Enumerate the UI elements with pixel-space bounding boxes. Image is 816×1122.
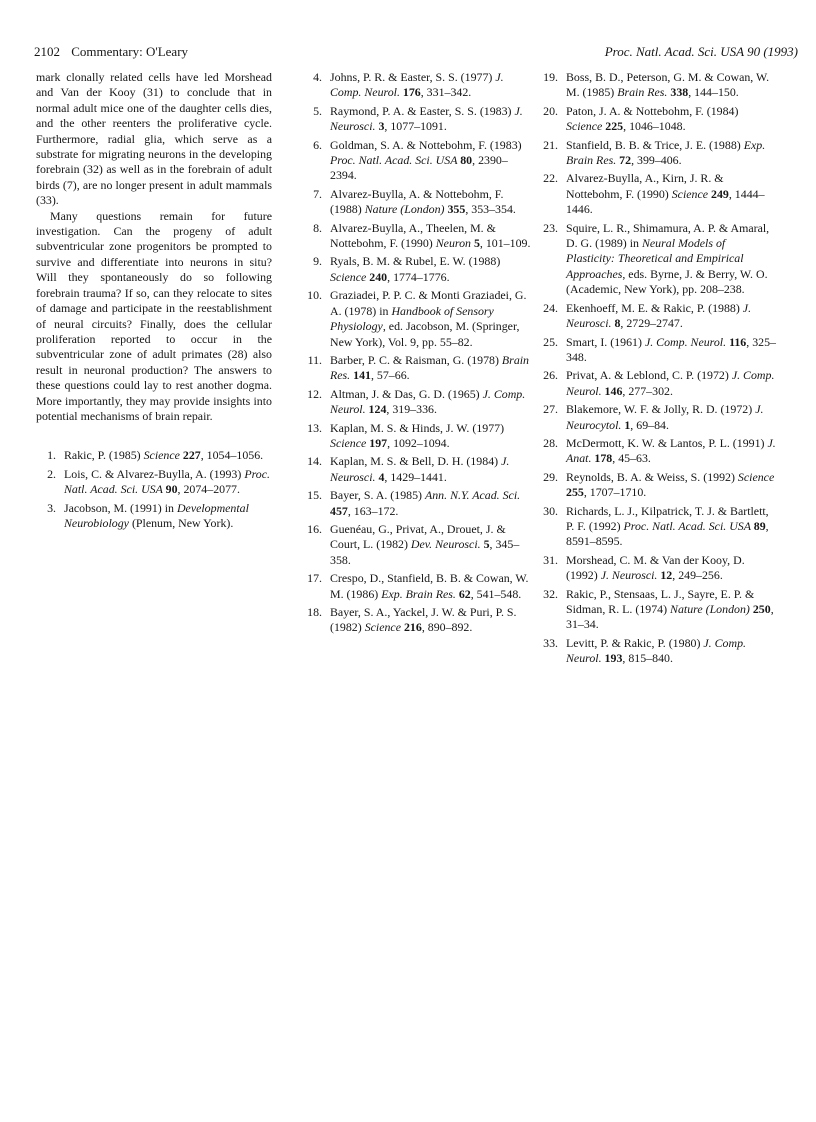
reference-pages: , 1444–1446. — [566, 186, 765, 217]
reference-pages: , 1054–1056. — [200, 448, 264, 463]
reference-journal: Science — [330, 435, 370, 450]
reference-pages: , 144–150. — [688, 85, 739, 100]
reference-journal: Proc. Natl. Acad. Sci. USA — [623, 518, 754, 533]
reference-volume: 72 — [619, 153, 632, 168]
reference-number: 14. — [307, 454, 322, 469]
reference-journal: Ann. N.Y. Acad. Sci. — [424, 488, 521, 503]
reference-journal: Science — [143, 448, 183, 463]
reference-authors: Rakic, P. (1985) — [64, 448, 144, 463]
reference-number: 2. — [47, 466, 56, 481]
reference-volume: 197 — [369, 435, 388, 450]
reference-authors: Stanfield, B. B. & Trice, J. E. (1988) — [566, 137, 744, 152]
reference-journal: Science — [737, 469, 775, 484]
reference-volume: 116 — [729, 334, 747, 349]
reference-journal: Proc. Natl. Acad. Sci. USA — [330, 153, 461, 168]
reference-pages: , 353–354. — [465, 202, 516, 217]
reference-item — [302, 421, 534, 452]
reference-authors: Raymond, P. A. & Easter, S. S. (1983) — [330, 103, 515, 118]
reference-item — [538, 171, 776, 217]
column-2 — [302, 70, 534, 639]
reference-number: 29. — [543, 469, 558, 484]
reference-authors: Goldman, S. A. & Nottebohm, F. (1983) — [330, 137, 522, 152]
reference-item — [302, 387, 534, 418]
reference-journal: J. Anat. — [566, 435, 776, 466]
reference-authors: Privat, A. & Leblond, C. P. (1972) — [566, 368, 732, 383]
reference-journal: J. Comp. Neurol. — [566, 635, 747, 666]
reference-pages: , 31–34. — [566, 602, 774, 632]
reference-authors: Alvarez-Buylla, A., Theelen, M. & Nottebohm, F. (1990) — [330, 220, 496, 251]
reference-journal: J. Comp. Neurol. — [644, 334, 730, 349]
reference-pages: , 1046–1048. — [623, 119, 686, 134]
reference-number: 25. — [543, 334, 558, 349]
reference-pages: , 277–302. — [622, 383, 673, 398]
reference-journal: Neural Models of Plasticity: Theoretical and Empirical Approaches — [566, 236, 744, 281]
reference-journal: Nature (London) — [670, 602, 753, 616]
reference-item — [302, 488, 534, 519]
reference-number: 24. — [543, 300, 558, 315]
reference-journal: J. Neurosci. — [330, 103, 523, 134]
reference-volume: 250 — [752, 602, 771, 616]
reference-journal: J. Comp. Neurol. — [330, 70, 504, 100]
reference-pages: , 57–66. — [370, 368, 410, 383]
reference-authors: Smart, I. (1961) — [566, 334, 645, 349]
reference-number: 21. — [543, 137, 558, 152]
reference-number: 27. — [543, 402, 558, 417]
reference-pages: , 1707–1710. — [583, 485, 647, 500]
reference-authors: Kaplan, M. S. & Hinds, J. W. (1977) — [330, 420, 505, 435]
reference-pages: , 2074–2077. — [177, 482, 240, 497]
header-left — [34, 44, 188, 60]
reference-item — [302, 70, 534, 101]
reference-list — [36, 448, 272, 531]
reference-number: 22. — [543, 171, 558, 186]
reference-item — [302, 138, 534, 184]
reference-number: 31. — [543, 552, 558, 567]
reference-pages: , 1077–1091. — [384, 119, 447, 134]
reference-item — [302, 605, 534, 636]
reference-pages: , 163–172. — [347, 503, 399, 518]
reference-journal: Handbook of Sensory Physiology — [330, 303, 494, 334]
reference-volume: 225 — [605, 119, 624, 134]
reference-item — [538, 636, 776, 667]
reference-authors: Johns, P. R. & Easter, S. S. (1977) — [330, 70, 496, 84]
reference-pages: , 45–63. — [612, 451, 651, 466]
reference-journal: Exp. Brain Res. — [566, 137, 766, 168]
body-paragraph: mark clonally related cells have led Morshead and Van der Kooy (31) to conclude that in normal adult mice one of the daughter cells dies, and the other reenters the proliferative cycle. Furthermore, radial glia, which serve as a substrate for migrating neurons in the developing forebrain (32) as well as in the forebrain of adult birds (7), are no longer present in adult mammals (33). — [36, 70, 272, 208]
reference-journal: Brain Res. — [617, 85, 671, 100]
reference-authors: Morshead, C. M. & Van der Kooy, D. (1992) — [566, 552, 745, 583]
reference-authors: Graziadei, P. P. C. & Monti Graziadei, G. A. (1978) in — [330, 288, 527, 318]
reference-volume: 216 — [403, 620, 422, 635]
reference-volume: 5 — [483, 537, 490, 552]
reference-item — [538, 402, 776, 433]
reference-number: 28. — [543, 435, 558, 450]
reference-volume: 176 — [402, 85, 421, 100]
reference-journal: J. Comp. Neurol. — [566, 368, 775, 398]
reference-number: 7. — [313, 186, 322, 201]
reference-volume: 4 — [378, 469, 385, 484]
reference-authors: McDermott, K. W. & Lantos, P. L. (1991) — [566, 435, 768, 450]
reference-number: 15. — [307, 488, 322, 503]
reference-number: 5. — [313, 103, 322, 118]
reference-pages: , 1092–1094. — [387, 435, 450, 450]
reference-journal: Dev. Neurosci. — [410, 537, 484, 552]
reference-item — [538, 138, 776, 169]
reference-journal: Science — [671, 186, 712, 201]
reference-authors: Squire, L. R., Shimamura, A. P. & Amaral, D. G. (1989) in — [566, 220, 770, 251]
reference-item — [538, 70, 776, 101]
reference-item — [36, 467, 272, 498]
reference-journal: J. Neurocytol. — [566, 402, 764, 432]
reference-authors: Bayer, S. A., Yackel, J. W. & Puri, P. S. (1982) — [330, 605, 517, 635]
reference-item — [538, 504, 776, 550]
reference-item — [302, 571, 534, 602]
reference-volume: 249 — [711, 186, 729, 201]
reference-journal: Science — [364, 620, 404, 635]
reference-number: 20. — [543, 103, 558, 118]
reference-volume: 141 — [353, 368, 371, 383]
reference-volume: 146 — [604, 383, 623, 398]
reference-number: 4. — [313, 70, 322, 84]
reference-pages: , 2729–2747. — [620, 316, 683, 331]
reference-number: 9. — [313, 254, 322, 269]
reference-pages: , 325–348. — [566, 334, 776, 364]
reference-pages: , ed. Jacobson, M. (Springer, New York), Vol. 9, pp. 55–82. — [330, 319, 520, 349]
reference-volume: 8 — [614, 316, 621, 331]
reference-item — [538, 368, 776, 399]
reference-volume: 240 — [369, 269, 388, 284]
reference-item — [302, 104, 534, 135]
reference-authors: Ryals, B. M. & Rubel, E. W. (1988) — [330, 254, 501, 269]
reference-number: 3. — [47, 500, 56, 515]
reference-authors: Jacobson, M. (1991) in — [64, 500, 177, 515]
reference-authors: Richards, L. J., Kilpatrick, T. J. & Bartlett, P. F. (1992) — [566, 503, 769, 533]
reference-volume: 12 — [660, 568, 673, 583]
reference-authors: Reynolds, B. A. & Weiss, S. (1992) — [566, 469, 738, 484]
reference-volume: 1 — [624, 417, 631, 432]
reference-number: 30. — [543, 503, 558, 518]
reference-volume: 338 — [670, 85, 689, 100]
reference-list — [538, 70, 776, 667]
reference-journal: J. Neurosci. — [330, 454, 510, 484]
reference-authors: Guenéau, G., Privat, A., Drouet, J. & Court, L. (1982) — [330, 521, 506, 552]
page-number: 2102 — [34, 44, 60, 59]
reference-journal: Nature (London) — [364, 202, 448, 217]
section-title: Commentary: O'Leary — [71, 44, 189, 59]
reference-authors: Rakic, P., Stensaas, L. J., Sayre, E. P. & Sidman, R. L. (1974) — [566, 586, 755, 616]
reference-pages: , 69–84. — [630, 417, 669, 432]
reference-number: 13. — [307, 420, 322, 435]
reference-authors: Levitt, P. & Rakic, P. (1980) — [566, 635, 704, 650]
reference-authors: Alvarez-Buylla, A. & Nottebohm, F. (1988) — [330, 186, 504, 217]
reference-number: 11. — [307, 352, 322, 367]
reference-number: 12. — [307, 386, 322, 401]
journal-citation: Proc. Natl. Acad. Sci. USA 90 (1993) — [604, 44, 798, 59]
reference-journal: Science — [330, 269, 370, 284]
reference-pages: , 541–548. — [470, 586, 522, 601]
reference-volume: 355 — [447, 202, 466, 217]
reference-authors: Kaplan, M. S. & Bell, D. H. (1984) — [330, 454, 502, 469]
reference-item — [36, 448, 272, 463]
reference-number: 8. — [313, 220, 322, 235]
reference-authors: Ekenhoeff, M. E. & Rakic, P. (1988) — [566, 300, 743, 315]
reference-pages: , 890–892. — [421, 620, 473, 635]
reference-authors: Alvarez-Buylla, A., Kirn, J. R. & Nottebohm, F. (1990) — [566, 171, 724, 201]
reference-volume: 255 — [566, 485, 584, 500]
reference-volume: 457 — [330, 503, 348, 518]
reference-list — [302, 70, 534, 636]
reference-volume: 227 — [182, 448, 201, 463]
reference-journal: Exp. Brain Res. — [381, 586, 459, 601]
reference-item — [36, 501, 272, 532]
reference-journal: Science — [566, 119, 606, 134]
reference-pages: (Plenum, New York). — [131, 515, 234, 530]
reference-volume: 5 — [473, 236, 480, 251]
reference-authors: Altman, J. & Das, G. D. (1965) — [330, 386, 483, 401]
column-3 — [538, 70, 776, 670]
reference-number: 32. — [543, 586, 558, 601]
reference-journal: J. Neurosci. — [600, 568, 661, 583]
body-paragraph: Many questions remain for future investigation. Can the progeny of adult subventricular zone progenitors be prompted to survive and differentiate into neurons in situ? Will they spontaneously do so following forebrain trauma? If so, can they relocate to sites of damage and participate in the reestablishment of neural circuits? Finally, does the cellular proliferation reported to occur in the subventricular zone of adult primates (28) also result in neuronal production? The answers to these questions could lay to rest another dogma. More importantly, they may provide insights into potential mechanisms of brain repair. — [36, 208, 272, 423]
reference-number: 1. — [47, 448, 56, 463]
reference-authors: Crespo, D., Stanfield, B. B. & Cowan, W. M. (1986) — [330, 571, 529, 601]
reference-volume: 62 — [458, 586, 471, 601]
reference-pages: , 8591–8595. — [566, 518, 769, 549]
reference-item — [538, 221, 776, 298]
reference-item — [302, 187, 534, 218]
column-1 — [36, 70, 272, 534]
reference-item — [538, 587, 776, 633]
reference-authors: Lois, C. & Alvarez-Buylla, A. (1993) — [64, 466, 245, 481]
reference-authors: Barber, P. C. & Raisman, G. (1978) — [330, 352, 502, 367]
reference-item — [302, 522, 534, 568]
reference-pages: , 2390–2394. — [330, 153, 508, 183]
reference-number: 23. — [543, 220, 558, 235]
reference-item — [302, 221, 534, 252]
reference-pages: , 1774–1776. — [387, 269, 450, 284]
reference-authors: Boss, B. D., Peterson, G. M. & Cowan, W. M. (1985) — [566, 70, 770, 100]
reference-number: 16. — [307, 521, 322, 536]
reference-volume: 89 — [753, 518, 766, 533]
reference-item — [538, 436, 776, 467]
reference-authors: Paton, J. A. & Nottebohm, F. (1984) — [566, 103, 739, 118]
reference-pages: , 815–840. — [622, 651, 673, 666]
reference-journal: Developmental Neurobiology — [64, 500, 249, 530]
reference-pages: , 399–406. — [631, 153, 682, 168]
reference-volume: 80 — [460, 153, 473, 168]
reference-authors: Blakemore, W. F. & Jolly, R. D. (1972) — [566, 402, 756, 417]
reference-journal: J. Comp. Neurol. — [330, 386, 526, 417]
reference-pages: , 331–342. — [420, 85, 472, 100]
reference-number: 26. — [543, 368, 558, 383]
reference-pages: , 249–256. — [672, 568, 723, 583]
reference-pages: , eds. Byrne, J. & Berry, W. O. (Academic, New York), pp. 208–238. — [566, 266, 768, 297]
reference-authors: Bayer, S. A. (1985) — [330, 488, 425, 503]
reference-number: 10. — [307, 288, 322, 303]
reference-volume: 124 — [368, 402, 387, 417]
reference-journal: Proc. Natl. Acad. Sci. USA — [64, 466, 270, 497]
reference-item — [538, 301, 776, 332]
reference-number: 6. — [313, 137, 322, 152]
reference-item — [538, 553, 776, 584]
reference-volume: 3 — [378, 119, 385, 134]
reference-item — [302, 288, 534, 350]
reference-pages: , 1429–1441. — [384, 469, 447, 484]
reference-journal: Brain Res. — [330, 352, 530, 383]
reference-item — [538, 335, 776, 366]
page-header — [34, 44, 798, 62]
reference-item — [302, 353, 534, 384]
reference-pages: , 319–336. — [386, 402, 437, 417]
reference-volume: 178 — [594, 451, 613, 466]
reference-number: 19. — [543, 70, 558, 84]
reference-journal: J. Neurosci. — [566, 300, 752, 331]
reference-number: 17. — [307, 571, 322, 586]
reference-pages: , 101–109. — [479, 236, 531, 251]
reference-item — [302, 254, 534, 285]
reference-volume: 90 — [165, 482, 178, 497]
reference-pages: , 345–358. — [330, 537, 520, 567]
reference-item — [538, 104, 776, 135]
reference-journal: Neuron — [435, 236, 474, 251]
reference-item — [538, 470, 776, 501]
reference-volume: 193 — [604, 651, 623, 666]
reference-item — [302, 454, 534, 485]
reference-number: 18. — [307, 605, 322, 619]
reference-number: 33. — [543, 635, 558, 650]
